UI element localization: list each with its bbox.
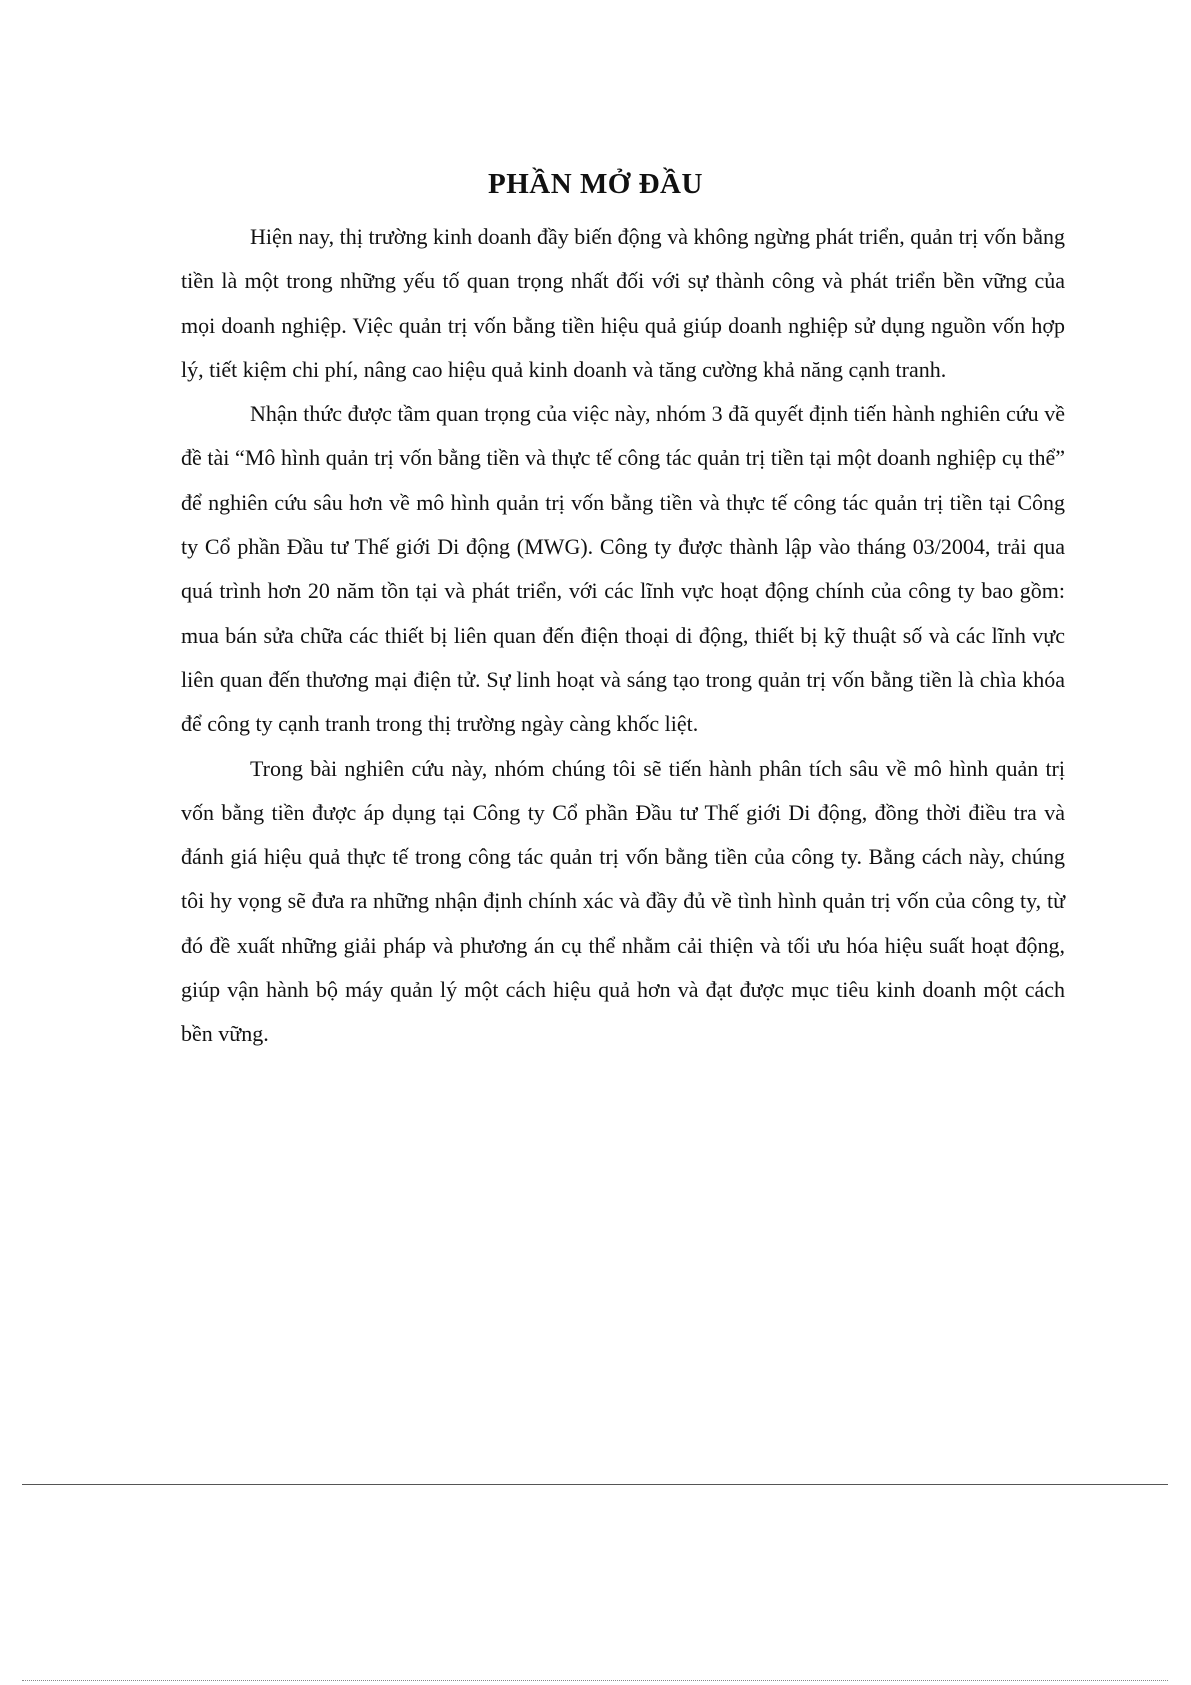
paragraph-3: Trong bài nghiên cứu này, nhóm chúng tôi sẽ tiến hành phân tích sâu về mô hình quản trị vốn bằng tiền được áp dụng tại Công ty Cổ phần Đầu tư Thế giới Di động, đồng thời điều tra và đánh giá hiệu quả thực tế trong công tác quản trị vốn bằng tiền của công ty. Bằng cách này, chúng tôi hy vọng sẽ đưa ra những nhận định chính xác và đầy đủ về tình hình quản trị vốn của công ty, từ đó đề xuất những giải pháp và phương án cụ thể nhằm cải thiện và tối ưu hóa hiệu suất hoạt động, giúp vận hành bộ máy quản lý một cách hiệu quả hơn và đạt được mục tiêu kinh doanh một cách bền vững. <box>181 755 1065 1047</box>
page-bottom-edge <box>22 1680 1168 1685</box>
page-title: PHẦN MỞ ĐẦU <box>488 168 703 200</box>
footer-divider <box>22 1484 1168 1485</box>
paragraph-1: Hiện nay, thị trường kinh doanh đầy biến động và không ngừng phát triển, quản trị vốn bằng tiền là một trong những yếu tố quan trọng nhất đối với sự thành công và phát triển bền vững của mọi doanh nghiệp. Việc quản trị vốn bằng tiền hiệu quả giúp doanh nghiệp sử dụng nguồn vốn hợp lý, tiết kiệm chi phí, nâng cao hiệu quả kinh doanh và tăng cường khả năng cạnh tranh. <box>181 224 1065 382</box>
paragraph-2: Nhận thức được tầm quan trọng của việc này, nhóm 3 đã quyết định tiến hành nghiên cứu về đề tài “Mô hình quản trị vốn bằng tiền và thực tế công tác quản trị tiền tại một doanh nghiệp cụ thể” để nghiên cứu sâu hơn về mô hình quản trị vốn bằng tiền và thực tế công tác quản trị tiền tại Công ty Cổ phần Đầu tư Thế giới Di động (MWG). Công ty được thành lập vào tháng 03/2004, trải qua quá trình hơn 20 năm tồn tại và phát triển, với các lĩnh vực hoạt động chính của công ty bao gồm: mua bán sửa chữa các thiết bị liên quan đến điện thoại di động, thiết bị kỹ thuật số và các lĩnh vực liên quan đến thương mại điện tử. Sự linh hoạt và sáng tạo trong quản trị vốn bằng tiền là chìa khóa để công ty cạnh tranh trong thị trường ngày càng khốc liệt. <box>181 401 1065 737</box>
document-body <box>181 215 1065 1057</box>
